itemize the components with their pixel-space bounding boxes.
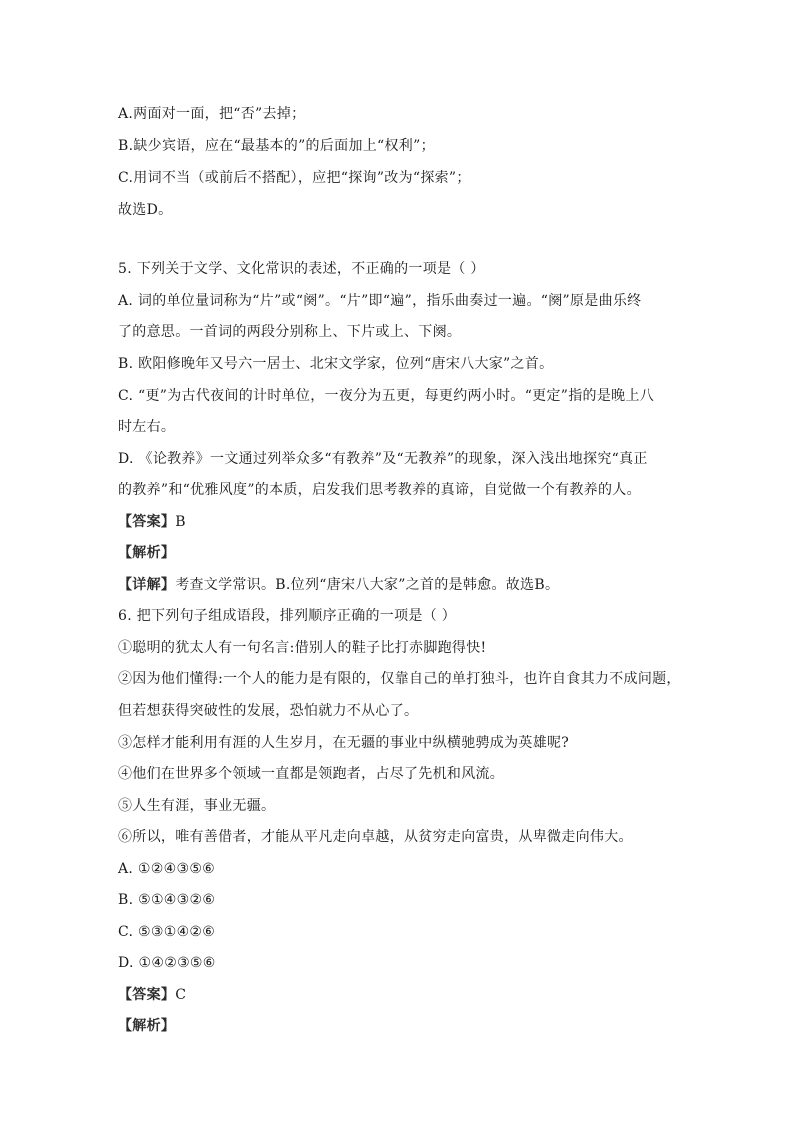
q5-answer-tag: 【答案】 xyxy=(118,514,176,530)
q5-option-c-line2: 时左右。 xyxy=(118,419,176,435)
q5-option-a-line2: 了的意思。一首词的两段分别称上、下片或上、下阕。 xyxy=(118,324,462,340)
q6-sentence-3: ③怎样才能利用有涯的人生岁月，在无疆的事业中纵横驰骋成为英雄呢? xyxy=(118,735,570,751)
q5-answer xyxy=(118,512,698,532)
prev-analysis-conclusion: 故选D。 xyxy=(118,202,173,218)
q6-sentence-6: ⑥所以，唯有善借者，才能从平凡走向卓越，从贫穷走向富贵，从卑微走向伟大。 xyxy=(118,829,633,845)
q6-sentence-2-line2: 但若想获得突破性的发展，恐怕就力不从心了。 xyxy=(118,703,419,719)
q6-option-c: C. ⑤③①④②⑥ xyxy=(118,924,216,940)
q5-option-b: B. 欧阳修晚年又号六一居士、北宋文学家，位列“唐宋八大家”之首。 xyxy=(118,356,554,372)
q6-answer-tag: 【答案】 xyxy=(118,987,176,1003)
q5-detail xyxy=(118,575,698,595)
q6-sentence-4: ④他们在世界多个领域一直都是领跑者，占尽了先机和风流。 xyxy=(118,766,505,782)
q5-analysis-tag: 【解析】 xyxy=(118,545,176,561)
q6-analysis-tag: 【解析】 xyxy=(118,1018,176,1034)
q6-stem: 6. 把下列句子组成语段，排列顺序正确的一项是（ ） xyxy=(118,608,457,624)
prev-analysis-a: A.两面对一面，把“否”去掉； xyxy=(118,106,306,122)
q5-option-c-line1: C. “更”为古代夜间的计时单位，一夜分为五更，每更约两小时。“更定”指的是晚上八 xyxy=(118,388,655,404)
q5-option-d-line2: 的教养”和“优雅风度”的本质，启发我们思考教养的真谛，自觉做一个有教养的人。 xyxy=(118,482,641,498)
prev-analysis-b: B.缺少宾语，应在“最基本的”的后面加上“权利”； xyxy=(118,138,435,154)
q6-option-b: B. ⑤①④③②⑥ xyxy=(118,892,216,908)
q6-analysis xyxy=(118,1016,698,1036)
q6-option-a: A. ①②④③⑤⑥ xyxy=(118,861,216,877)
q5-answer-value: B xyxy=(175,514,186,530)
prev-analysis-c: C.用词不当（或前后不搭配），应把“探询”改为“探索”； xyxy=(118,170,471,186)
q5-stem: 5. 下列关于文学、文化常识的表述，不正确的一项是（ ） xyxy=(118,261,485,277)
q5-option-a-line1: A. 词的单位量词称为“片”或“阕”。“片”即“遍”，指乐曲奏过一遍。“阕”原是曲乐终 xyxy=(118,293,642,309)
q5-option-d-line1: D. 《论教养》一文通过列举众多“有教养”及“无教养”的现象，深入浅出地探究“真正 xyxy=(118,451,648,467)
q6-sentence-1: ①聪明的犹太人有一句名言:借别人的鞋子比打赤脚跑得快! xyxy=(118,640,487,656)
q5-detail-text: 考查文学常识。B.位列“唐宋八大家”之首的是韩愈。故选B。 xyxy=(175,577,560,593)
q6-answer xyxy=(118,985,698,1005)
q6-answer-value: C xyxy=(175,987,187,1003)
q6-option-d: D. ①④②③⑤⑥ xyxy=(118,955,216,971)
q5-detail-tag: 【详解】 xyxy=(118,577,176,593)
q6-sentence-5: ⑤人生有涯，事业无疆。 xyxy=(118,798,276,814)
q5-analysis xyxy=(118,543,698,563)
q6-sentence-2-line1: ②因为他们懂得:一个人的能力是有限的，仅靠自己的单打独斗，也许自食其力不成问题， xyxy=(118,671,681,687)
